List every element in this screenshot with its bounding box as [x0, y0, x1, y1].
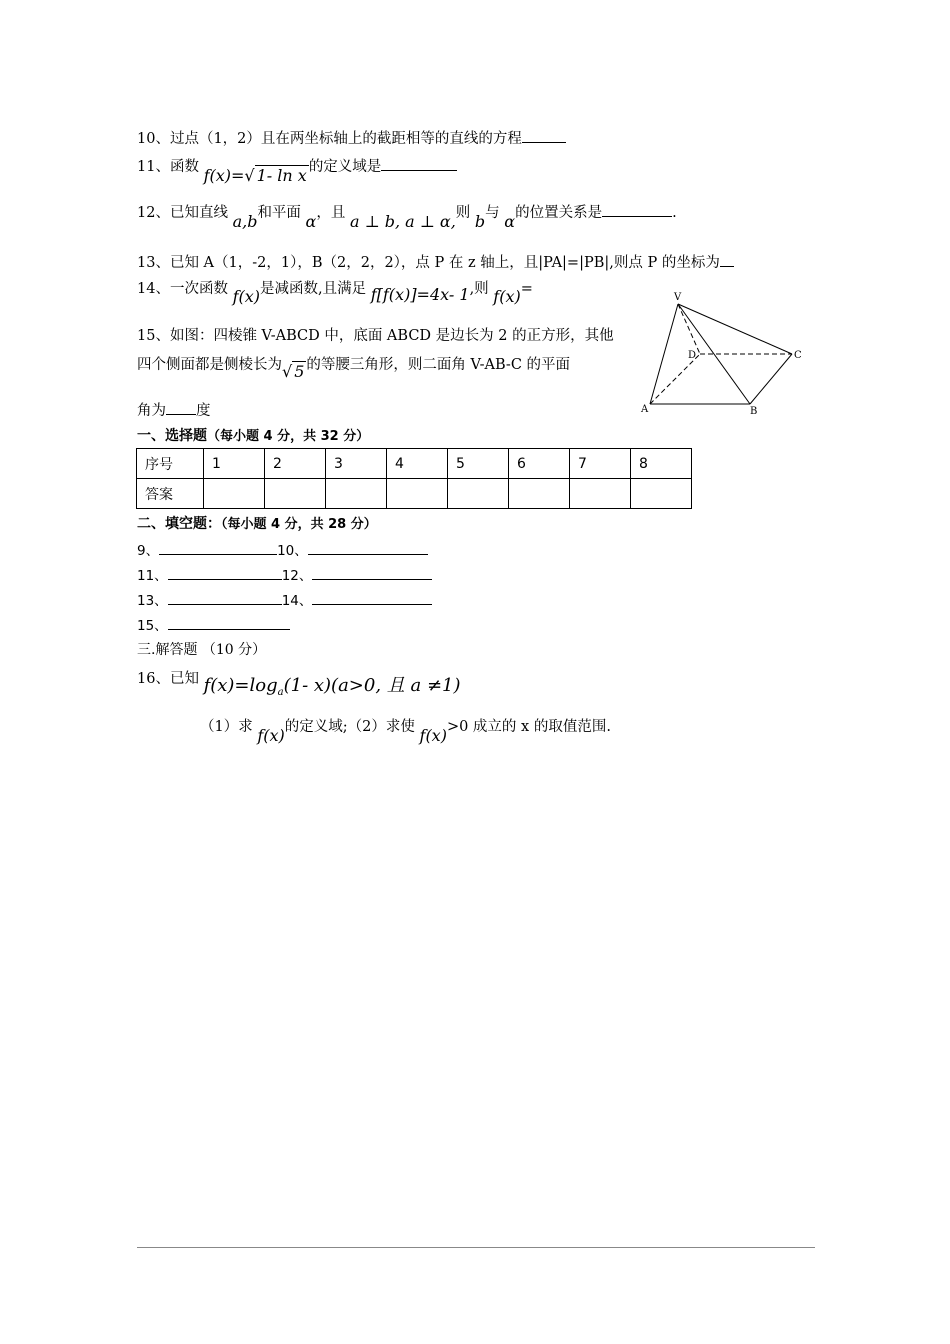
- fill-row-11-12: [137, 565, 432, 586]
- table-cell: 6: [509, 449, 570, 479]
- q12-alpha: α: [305, 212, 317, 231]
- label-D: D: [688, 350, 697, 361]
- edge-VC: [678, 304, 792, 354]
- answer-cell[interactable]: [204, 479, 265, 509]
- q15-line1: 15、如图：四棱锥 V-ABCD 中，底面 ABCD 是边长为 2 的正方形，其他: [137, 328, 614, 344]
- q14-mid: 是减函数,且满足: [260, 281, 367, 297]
- q10-text: 10、过点（1，2）且在两坐标轴上的截距相等的直线的方程: [137, 131, 522, 147]
- q16-part2-suffix: >0 成立的 x 的取值范围.: [446, 719, 611, 735]
- label-C: C: [794, 350, 802, 361]
- table-cell: 答案: [137, 479, 204, 509]
- q15-blank: [166, 400, 196, 415]
- section-2-note: （每小题 4 分，共 28 分）: [221, 517, 377, 532]
- question-13: [137, 252, 734, 273]
- answer-table: [136, 448, 692, 509]
- question-11: [137, 156, 457, 185]
- q14-eq: f[f(x)]=4x- 1: [370, 285, 470, 304]
- answer-cell[interactable]: [570, 479, 631, 509]
- q12-mid3: 则: [455, 205, 471, 221]
- fill-blank-12[interactable]: [312, 565, 432, 580]
- q16-fx2: f(x): [419, 726, 447, 745]
- fill-blank-15[interactable]: [168, 615, 290, 630]
- q15-sqrt-value: 5: [294, 362, 305, 381]
- question-14: [137, 278, 533, 306]
- q14-fx2: f(x): [493, 287, 521, 306]
- q11-formula-lhs: f(x)=: [203, 166, 245, 185]
- table-row: [137, 449, 692, 479]
- edge-VA: [650, 304, 678, 404]
- fill-label-14: 14、: [281, 593, 313, 609]
- fill-blank-14[interactable]: [312, 590, 432, 605]
- fill-label-11: 11、: [137, 568, 168, 584]
- question-16: [137, 668, 461, 698]
- q13-blank: [720, 252, 734, 267]
- fill-blank-9[interactable]: [159, 540, 277, 555]
- table-cell: 3: [326, 449, 387, 479]
- section-3-title: 三.解答题 （10 分）: [137, 642, 267, 658]
- label-B: B: [750, 406, 758, 417]
- fill-label-10: 10、: [277, 543, 308, 559]
- q15-sqrt: √ 5: [282, 362, 305, 381]
- fill-label-13: 13、: [137, 593, 168, 609]
- q15-line3-suffix: 度: [196, 403, 211, 419]
- label-V: V: [674, 292, 682, 303]
- fill-label-12: 12、: [281, 568, 313, 584]
- table-row: [137, 479, 692, 509]
- fill-row-13-14: [137, 590, 432, 611]
- q16-part1-prefix: （1）求: [200, 719, 253, 735]
- answer-cell[interactable]: [326, 479, 387, 509]
- q12-tail: .: [672, 205, 677, 221]
- question-16-parts: [200, 716, 611, 745]
- edge-BC: [750, 354, 792, 404]
- q15-line2-suffix: 的等腰三角形，则二面角 V-AB-C 的平面: [306, 357, 571, 373]
- section-3-heading: [137, 640, 266, 660]
- answer-cell[interactable]: [387, 479, 448, 509]
- q12-suffix: 的位置关系是: [515, 205, 603, 221]
- question-15-line3: [137, 400, 211, 421]
- question-15-line2: [137, 354, 571, 381]
- fill-row-9-10: [137, 540, 428, 561]
- section-1-heading: [137, 426, 369, 447]
- table-cell: 7: [570, 449, 631, 479]
- answer-cell[interactable]: [509, 479, 570, 509]
- fill-blank-11[interactable]: [168, 565, 282, 580]
- q16-formula-main: f(x)=log: [203, 675, 278, 696]
- answer-cell[interactable]: [631, 479, 692, 509]
- q11-formula: f(x)=√ 1- ln x: [203, 166, 307, 185]
- q12-cond: a ⊥ b, a ⊥ α,: [349, 212, 456, 231]
- table-cell: 1: [204, 449, 265, 479]
- q11-blank: [381, 156, 457, 171]
- table-cell: 2: [265, 449, 326, 479]
- q16-prefix: 16、已知: [137, 671, 199, 687]
- q12-mid2: ，且: [316, 205, 346, 221]
- answer-cell[interactable]: [265, 479, 326, 509]
- answer-cell[interactable]: [448, 479, 509, 509]
- question-15-line1: [137, 326, 614, 346]
- section-1-title: 一、选择题: [137, 428, 207, 444]
- q14-prefix: 14、一次函数: [137, 281, 228, 297]
- q10-blank: [522, 128, 566, 143]
- fill-row-15: [137, 615, 290, 636]
- q11-prefix: 11、函数: [137, 159, 199, 175]
- q12-blank: [602, 202, 672, 217]
- q14-fx: f(x): [232, 287, 260, 306]
- q16-formula: [204, 675, 461, 696]
- pyramid-figure: [638, 290, 808, 420]
- q12-b: b: [474, 212, 486, 231]
- fill-label-15: 15、: [137, 618, 168, 634]
- q12-alpha2: α: [504, 212, 516, 231]
- q16-formula-sub: a: [277, 687, 284, 698]
- table-cell: 序号: [137, 449, 204, 479]
- q16-fx: f(x): [257, 726, 285, 745]
- fill-label-9: 9、: [137, 543, 160, 559]
- q11-suffix: 的定义域是: [308, 159, 382, 175]
- label-A: A: [641, 404, 649, 415]
- table-cell: 4: [387, 449, 448, 479]
- table-cell: 5: [448, 449, 509, 479]
- edge-VD: [678, 304, 700, 354]
- q16-part1-suffix: 的定义域;（2）求使: [284, 719, 415, 735]
- q11-formula-rad: 1- ln x: [256, 166, 307, 185]
- section-1-note: （每小题 4 分，共 32 分）: [207, 429, 370, 444]
- q12-vars: a,b: [232, 212, 258, 231]
- fill-blank-10[interactable]: [308, 540, 428, 555]
- question-10: [137, 128, 566, 149]
- section-2-heading: [137, 514, 377, 535]
- q15-line2-prefix: 四个侧面都是侧棱长为: [137, 357, 282, 373]
- fill-blank-13[interactable]: [168, 590, 282, 605]
- q14-mid2: ,则: [469, 281, 489, 297]
- q16-formula-rest: (1- x)(a>0, 且 a ≠1): [283, 675, 461, 696]
- q14-suffix: =: [520, 281, 533, 297]
- question-12: [137, 202, 677, 231]
- q12-prefix: 12、已知直线: [137, 205, 228, 221]
- footer-rule: [137, 1247, 815, 1248]
- table-cell: 8: [631, 449, 692, 479]
- q12-mid1: 和平面: [257, 205, 301, 221]
- q12-mid4: 与: [485, 205, 500, 221]
- q13-text: 13、已知 A（1，-2，1），B（2，2，2），点 P 在 z 轴上，且|PA|=|PB|,则点 P 的坐标为: [137, 255, 720, 271]
- q15-line3-prefix: 角为: [137, 403, 166, 419]
- section-2-title: 二、填空题：: [137, 516, 221, 532]
